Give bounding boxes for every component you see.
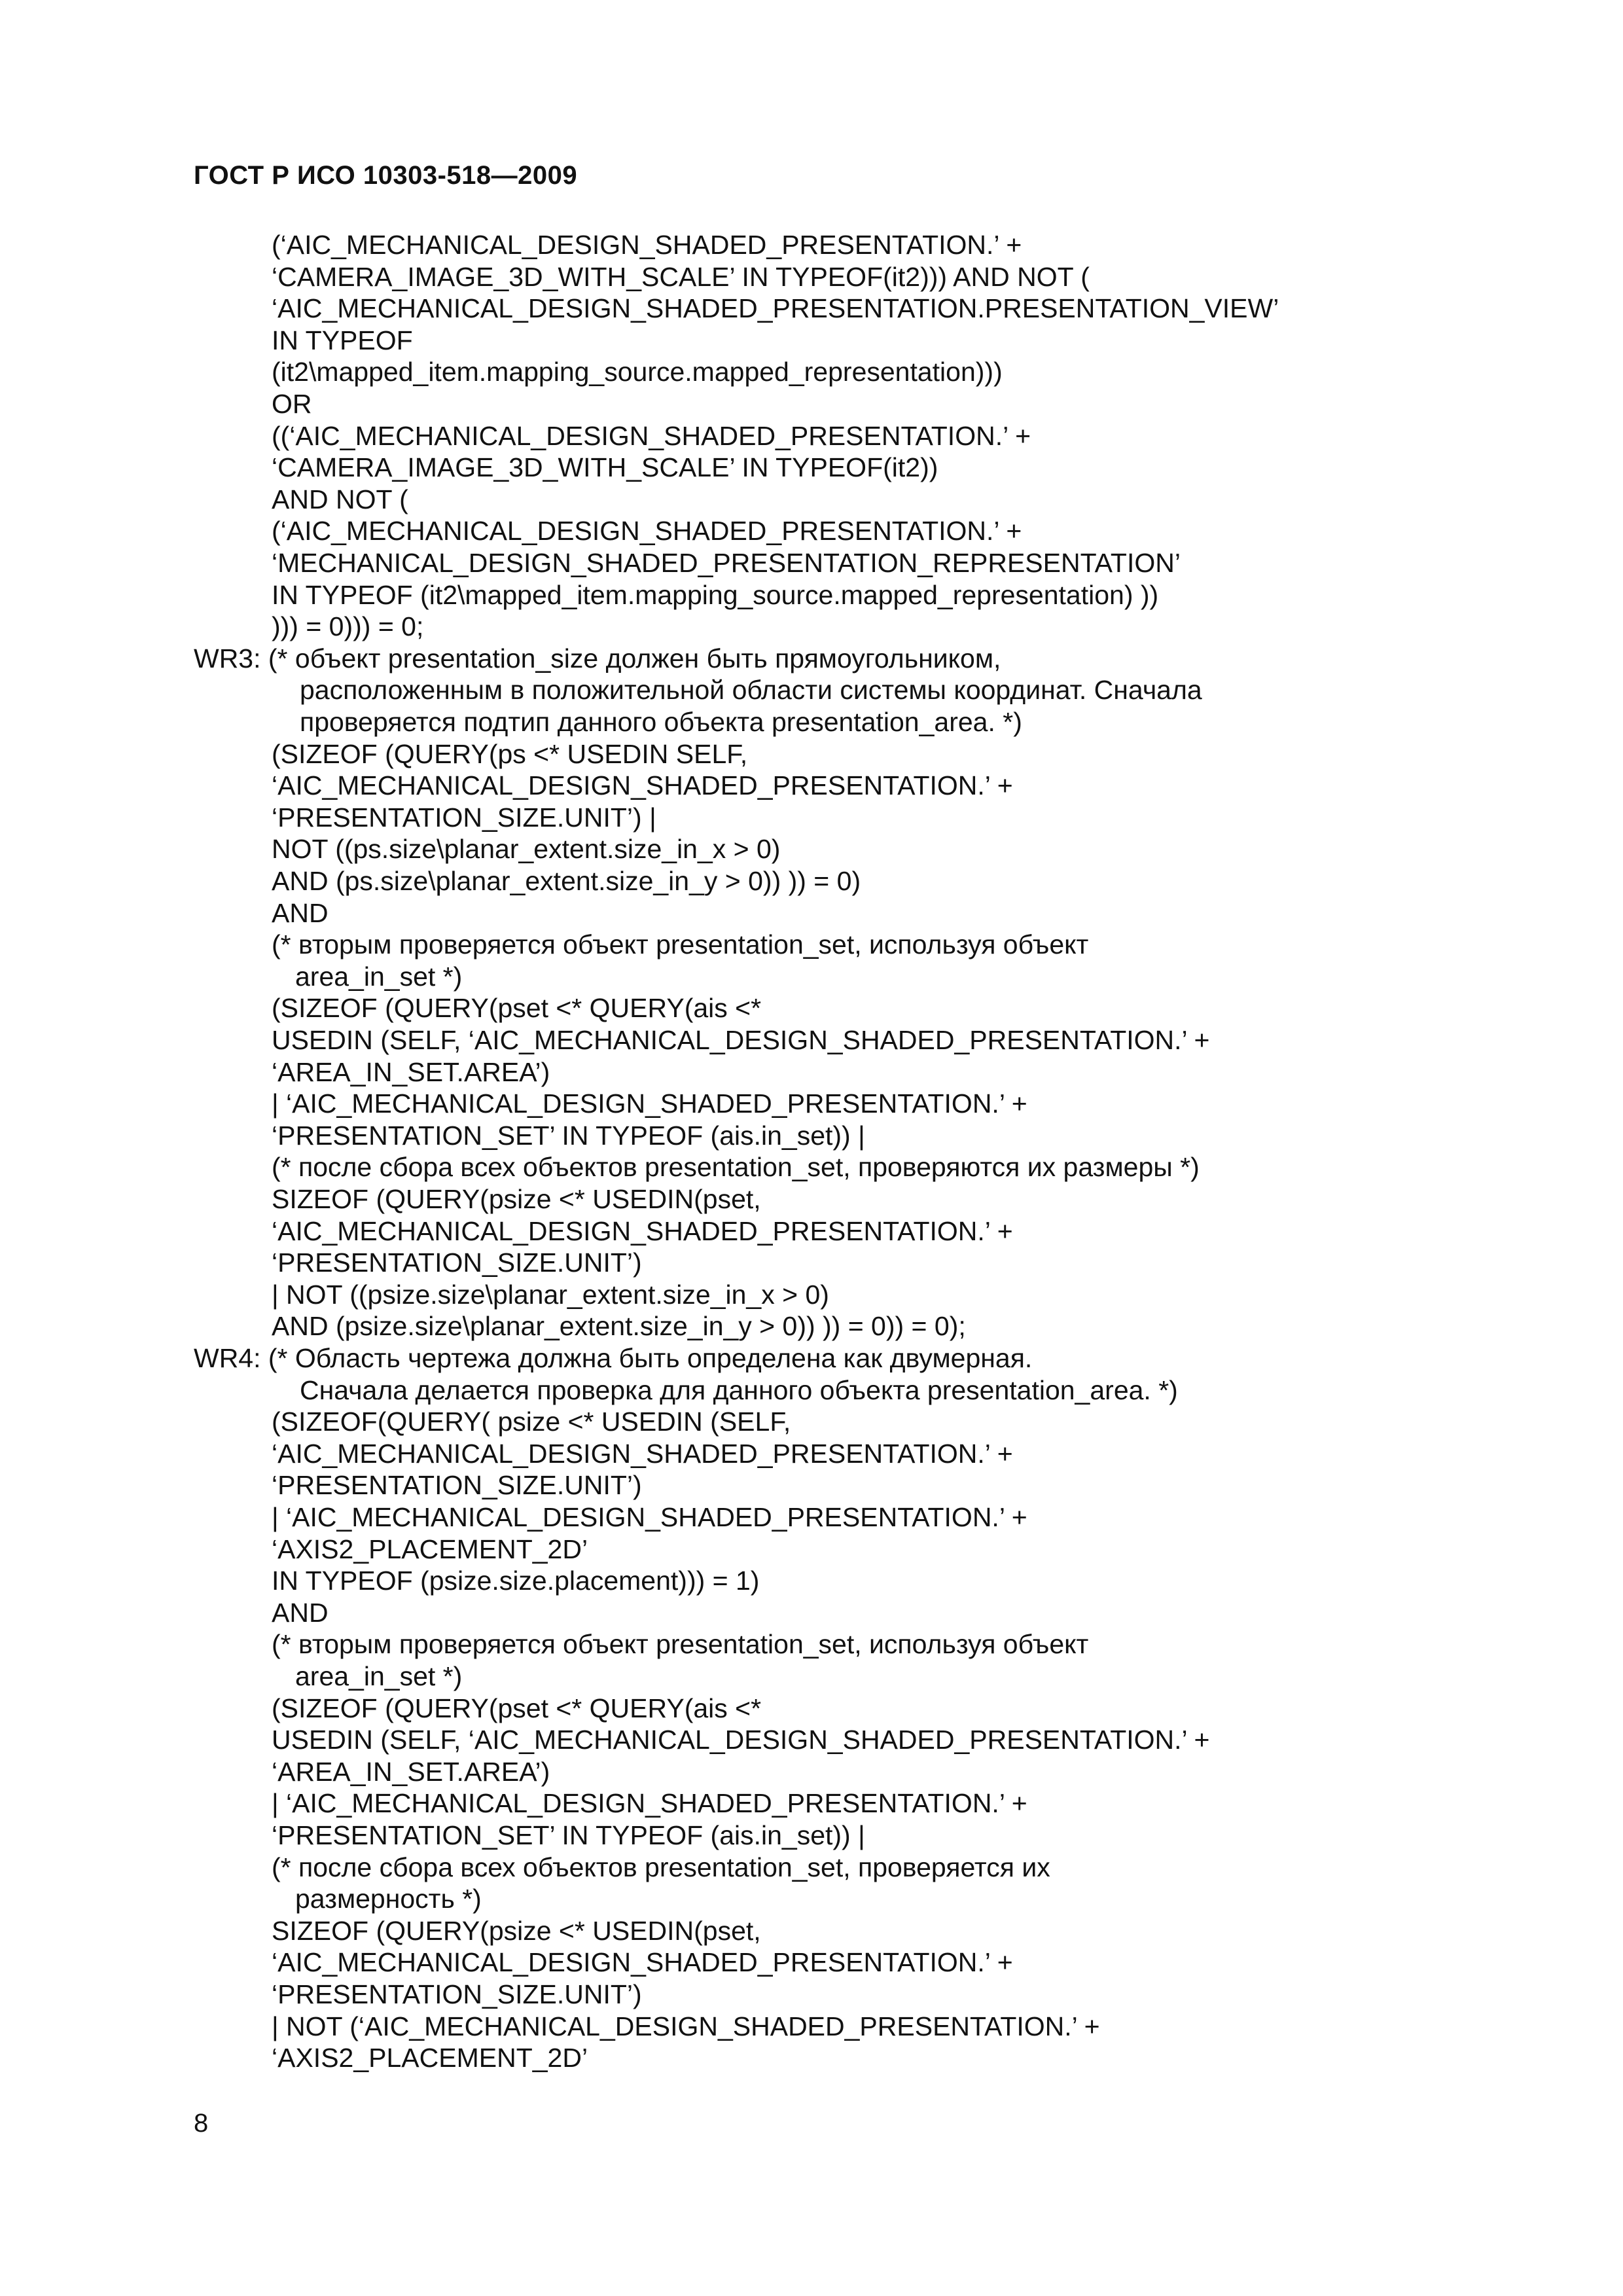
code-line: IN TYPEOF (psize.size.placement))) = 1) bbox=[272, 1566, 760, 1596]
code-line: (‘AIC_MECHANICAL_DESIGN_SHADED_PRESENTATION.’ + bbox=[272, 230, 1022, 260]
code-line: ‘AIC_MECHANICAL_DESIGN_SHADED_PRESENTATION.’ + bbox=[272, 770, 1013, 800]
code-line: (* после сбора всех объектов presentation_set, проверяются их размеры *) bbox=[272, 1152, 1200, 1182]
code-line: ‘PRESENTATION_SET’ IN TYPEOF (ais.in_set)) | bbox=[272, 1820, 865, 1850]
code-line: | NOT ((psize.size\planar_extent.size_in_x > 0) bbox=[272, 1280, 829, 1310]
code-line: ‘AIC_MECHANICAL_DESIGN_SHADED_PRESENTATION.PRESENTATION_VIEW’ bbox=[272, 293, 1279, 323]
code-line: NOT ((ps.size\planar_extent.size_in_x > 0) bbox=[272, 834, 781, 864]
code-line: ‘PRESENTATION_SET’ IN TYPEOF (ais.in_set)) | bbox=[272, 1121, 865, 1151]
code-line: AND bbox=[272, 1598, 329, 1628]
code-line: ‘AIC_MECHANICAL_DESIGN_SHADED_PRESENTATION.’ + bbox=[272, 1947, 1013, 1977]
code-line: IN TYPEOF (it2\mapped_item.mapping_source.mapped_representation) )) bbox=[272, 580, 1159, 610]
code-line: ‘AREA_IN_SET.AREA’) bbox=[272, 1057, 550, 1087]
code-line: ((‘AIC_MECHANICAL_DESIGN_SHADED_PRESENTATION.’ + bbox=[272, 421, 1031, 451]
code-line: IN TYPEOF bbox=[272, 325, 413, 355]
code-line: SIZEOF (QUERY(psize <* USEDIN(pset, bbox=[272, 1916, 761, 1946]
code-line: AND bbox=[272, 898, 329, 928]
code-line: | ‘AIC_MECHANICAL_DESIGN_SHADED_PRESENTATION.’ + bbox=[272, 1502, 1027, 1532]
code-line: Сначала делается проверка для данного объекта presentation_area. *) bbox=[300, 1375, 1178, 1405]
code-line: (it2\mapped_item.mapping_source.mapped_representation))) bbox=[272, 357, 1003, 387]
document-header: ГОСТ Р ИСО 10303-518—2009 bbox=[194, 161, 578, 190]
code-line: OR bbox=[272, 389, 312, 419]
code-line: ‘PRESENTATION_SIZE.UNIT’) bbox=[272, 1979, 642, 2009]
page-number: 8 bbox=[194, 2109, 209, 2138]
code-line: (* после сбора всех объектов presentation_set, проверяется их bbox=[272, 1852, 1050, 1882]
code-line: ‘MECHANICAL_DESIGN_SHADED_PRESENTATION_REPRESENTATION’ bbox=[272, 548, 1181, 578]
code-line: SIZEOF (QUERY(psize <* USEDIN(pset, bbox=[272, 1184, 761, 1214]
code-line: ‘CAMERA_IMAGE_3D_WITH_SCALE’ IN TYPEOF(it2))) AND NOT ( bbox=[272, 262, 1090, 292]
code-line: (SIZEOF (QUERY(pset <* QUERY(ais <* bbox=[272, 993, 762, 1023]
code-line: AND (ps.size\planar_extent.size_in_y > 0)) )) = 0) bbox=[272, 866, 861, 896]
code-line: WR4: (* Область чертежа должна быть определена как двумерная. bbox=[194, 1343, 1033, 1373]
code-line: ‘AIC_MECHANICAL_DESIGN_SHADED_PRESENTATION.’ + bbox=[272, 1216, 1013, 1246]
code-line: (SIZEOF (QUERY(pset <* QUERY(ais <* bbox=[272, 1693, 762, 1723]
code-line: ‘AXIS2_PLACEMENT_2D’ bbox=[272, 2043, 588, 2073]
code-line: area_in_set *) bbox=[295, 961, 463, 992]
code-line: (SIZEOF (QUERY(ps <* USEDIN SELF, bbox=[272, 739, 748, 769]
code-line: AND NOT ( bbox=[272, 484, 408, 514]
code-line: ‘PRESENTATION_SIZE.UNIT’) | bbox=[272, 802, 656, 833]
code-line: USEDIN (SELF, ‘AIC_MECHANICAL_DESIGN_SHADED_PRESENTATION.’ + bbox=[272, 1725, 1210, 1755]
code-line: (‘AIC_MECHANICAL_DESIGN_SHADED_PRESENTATION.’ + bbox=[272, 516, 1022, 546]
code-line: | ‘AIC_MECHANICAL_DESIGN_SHADED_PRESENTATION.’ + bbox=[272, 1788, 1027, 1818]
code-line: ‘PRESENTATION_SIZE.UNIT’) bbox=[272, 1470, 642, 1500]
code-line: | NOT (‘AIC_MECHANICAL_DESIGN_SHADED_PRESENTATION.’ + bbox=[272, 2011, 1100, 2041]
code-line: расположенным в положительной области системы координат. Сначала bbox=[300, 675, 1202, 705]
code-line: | ‘AIC_MECHANICAL_DESIGN_SHADED_PRESENTATION.’ + bbox=[272, 1088, 1027, 1119]
code-line: AND (psize.size\planar_extent.size_in_y > 0)) )) = 0)) = 0); bbox=[272, 1311, 966, 1341]
code-line: (* вторым проверяется объект presentation_set, используя объект bbox=[272, 929, 1089, 960]
code-line: ))) = 0))) = 0; bbox=[272, 611, 424, 641]
code-line: WR3: (* объект presentation_size должен быть прямоугольником, bbox=[194, 643, 1001, 673]
code-line: (* вторым проверяется объект presentation_set, используя объект bbox=[272, 1629, 1089, 1659]
code-line: ‘AXIS2_PLACEMENT_2D’ bbox=[272, 1534, 588, 1564]
code-line: (SIZEOF(QUERY( psize <* USEDIN (SELF, bbox=[272, 1407, 791, 1437]
code-line: ‘AIC_MECHANICAL_DESIGN_SHADED_PRESENTATION.’ + bbox=[272, 1439, 1013, 1469]
code-line: area_in_set *) bbox=[295, 1661, 463, 1691]
code-line: размерность *) bbox=[295, 1884, 482, 1914]
code-line: ‘CAMERA_IMAGE_3D_WITH_SCALE’ IN TYPEOF(it2)) bbox=[272, 452, 938, 482]
code-line: ‘PRESENTATION_SIZE.UNIT’) bbox=[272, 1247, 642, 1278]
code-line: USEDIN (SELF, ‘AIC_MECHANICAL_DESIGN_SHADED_PRESENTATION.’ + bbox=[272, 1025, 1210, 1055]
code-line: проверяется подтип данного объекта presentation_area. *) bbox=[300, 707, 1022, 737]
code-line: ‘AREA_IN_SET.AREA’) bbox=[272, 1757, 550, 1787]
